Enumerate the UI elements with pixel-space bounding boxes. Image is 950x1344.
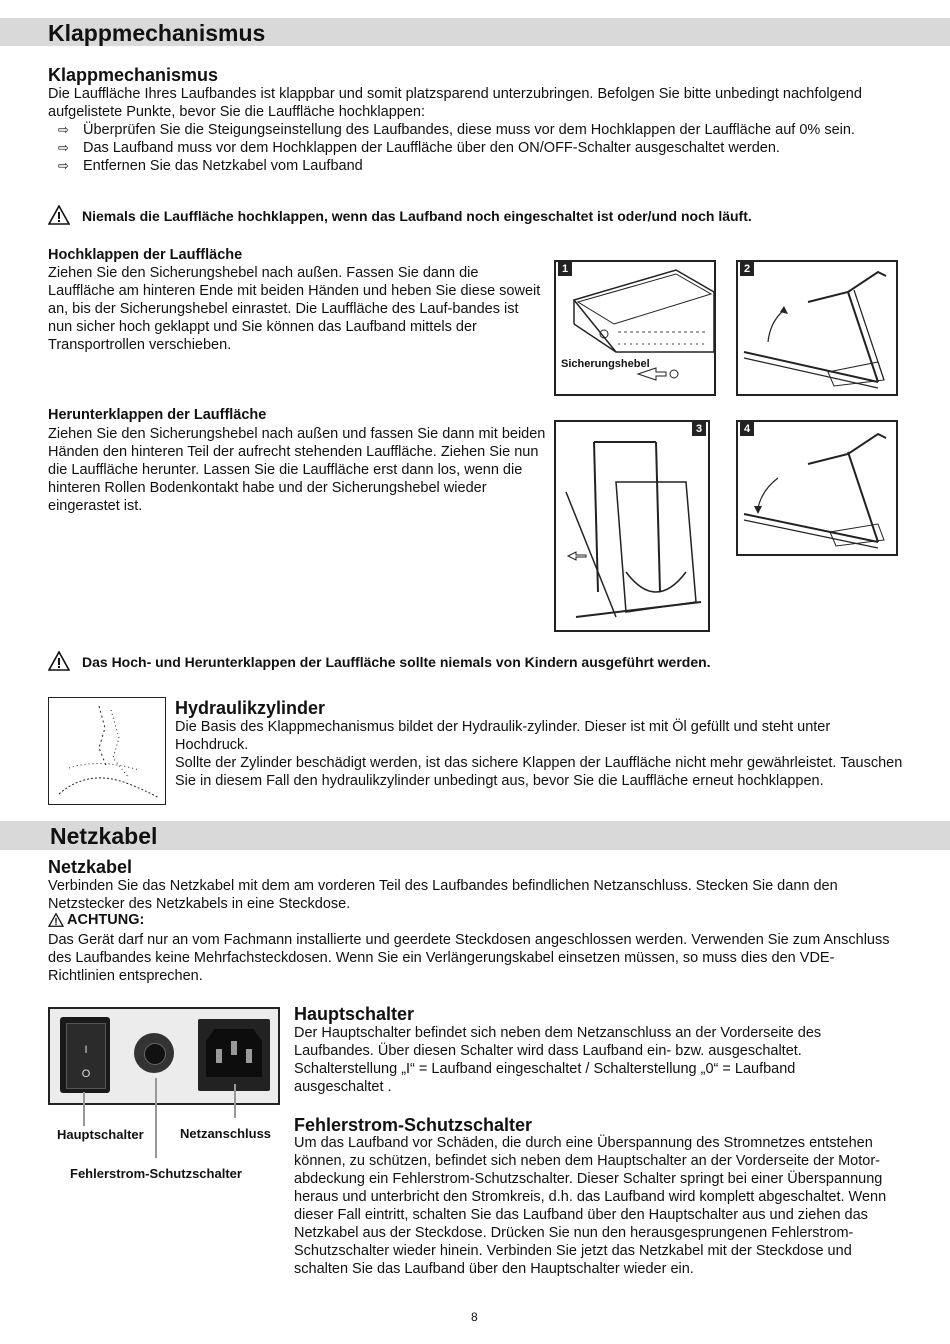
text-fehlerstrom: Um das Laufband vor Schäden, die durch eine Überspannung des Stromnetzes entstehen können, zu schützen, befindet sich neben dem Hauptschalter an der Vorderseite der Motor-abdeckung ein Fehlerstrom-Schutzschalter. Dieser Schalter springt bei einer Überspannung heraus und unterbricht den Stromkreis, d.h. das Laufband wird komplett abgeschaltet. Wenn dieser Fall eintritt, schalten Sie das Laufband über den Hauptschalter aus und ziehen das Netzkabel aus der Steckdose. Drücken Sie nun den herausgesprungenen Fehlerstrom-Schutzschalter wieder hinein. Verbinden Sie jetzt das Netzkabel mit der Steckdose und schalten Sie das Laufband über den Hauptschalter wieder ein. [294,1135,887,1277]
figure-3-upright [554,420,710,632]
switch-off-mark: O [81,1068,91,1080]
section-title: Klappmechanismus [48,20,266,46]
heading-fehlerstrom: Fehlerstrom-Schutzschalter [294,1115,533,1135]
heading-hydraulikzylinder: Hydraulikzylinder [175,698,326,718]
bullet-list [48,121,868,175]
hydraulic-cylinder-illustration [49,698,165,804]
arrow-bullet-icon: ⇨ [58,140,69,155]
heading-hauptschalter: Hauptschalter [294,1004,415,1024]
heading-hochklappen: Hochklappen der Lauffläche [48,247,243,263]
treadmill-upright-illustration [556,422,708,630]
warning-1: Niemals die Lauffläche hochklappen, wenn das Laufband noch eingeschaltet ist oder/und noch läuft. [48,205,908,225]
callout-line [155,1078,157,1158]
heading-netzkabel: Netzkabel [48,857,133,877]
switch-on-mark: I [84,1044,88,1056]
warning-triangle-icon [48,913,64,927]
section-band-klappmechanismus [0,18,950,46]
figure-1-fold-lever [554,260,716,396]
figure-number: 1 [558,262,572,276]
label-fehlerstrom: Fehlerstrom-Schutzschalter [70,1166,242,1181]
treadmill-lowering-illustration [738,422,896,554]
treadmill-deck-illustration [556,262,714,394]
treadmill-folding-illustration [738,262,896,394]
figure-number: 2 [740,262,754,276]
callout-line [83,1092,85,1126]
text-herunterklappen: Ziehen Sie den Sicherungshebel nach außen und fassen Sie dann mit beiden Händen den hinteren Teil der aufrecht stehenden Lauffläche. Ziehen Sie nun die Lauffläche herunter. Lassen Sie die Lauffläche erst dann los, wenn die hinteren Rollen Bodenkontakt habe und der Sicherungshebel wieder eingerastet ist. [48,426,546,514]
intro-text: Die Lauffläche Ihres Laufbandes ist klappbar und somit platzsparend unterzubringen. Befolgen Sie bitte unbedingt nachfolgend aufgelistete Punkte, bevor Sie die Lauffläche hochklappen: [48,86,862,120]
figure-number: 4 [740,422,754,436]
text-hydraulikzylinder: Die Basis des Klappmechanismus bildet der Hydraulik-zylinder. Dieser ist mit Öl gefüllt und steht unter Hochdruck. Sollte der Zylinder beschädigt werden, ist das sichere Klappen der Lauffläche nicht mehr gewährleistet. Tauschen Sie in diesem Fall den hydraulikzylinder unbedingt aus, bevor Sie die Lauffläche erneut hochklappen. [175,719,903,789]
label-netzanschluss: Netzanschluss [180,1126,272,1141]
arrow-bullet-icon: ⇨ [58,158,69,173]
heading-klappmechanismus: Klappmechanismus [48,65,219,85]
heading-herunterklappen: Herunterklappen der Lauffläche [48,407,267,423]
power-inlet [198,1019,270,1091]
section-band-netzkabel [0,821,950,850]
list-item: ⇨ Entfernen Sie das Netzkabel vom Laufband [58,158,363,174]
figure-number: 3 [692,422,706,436]
section-title: Netzkabel [50,823,158,849]
arrow-bullet-icon: ⇨ [58,122,69,137]
figure-hydraulic-cylinder [48,697,166,805]
warning-triangle-icon [48,651,70,671]
list-item: ⇨ Überprüfen Sie die Steigungseinstellung des Laufbandes, diese muss vor dem Hochklappen der Lauffläche auf 0% sein. [58,122,855,138]
main-switch [60,1017,110,1093]
figure-4-folding-down [736,420,898,556]
list-item: ⇨ Das Laufband muss vor dem Hochklappen der Lauffläche über den ON/OFF-Schalter ausgeschaltet werden. [58,140,780,156]
figure-2-folding-up [736,260,898,396]
text-hochklappen: Ziehen Sie den Sicherungshebel nach außen. Fassen Sie dann die Lauffläche am hinteren Ende mit beiden Händen und heben Sie diese soweit an, bis der Sicherungshebel einrastet. Die Lauffläche des Lauf-bandes ist nun sicher hoch geklappt und Sie können das Laufband mittels der Transportrollen verschieben. [48,265,541,353]
warning-2: Das Hoch- und Herunterklappen der Lauffläche sollte niemals von Kindern ausgeführt werden. [48,651,908,671]
figure-label-sicherungshebel: Sicherungshebel [561,358,650,370]
achtung-label: ACHTUNG: [48,912,144,928]
page-number: 8 [471,1310,478,1324]
figure-power-panel [48,1007,280,1105]
text-hauptschalter: Der Hauptschalter befindet sich neben dem Netzanschluss an der Vorderseite des Laufbandes. Über diesen Schalter wird dass Laufband ein- bzw. ausgeschaltet. Schalterstellung „I“ = Laufband eingeschaltet / Schalterstellung „0“ = Laufband ausgeschaltet . [294,1025,822,1095]
text-netzkabel-2: Das Gerät darf nur an vom Fachmann installierte und geerdete Steckdosen angeschlossen werden. Verwenden Sie zum Anschluss des Laufbandes keine Mehrfachsteckdosen. Wenn Sie ein Verlängerungskabel einsetzen müssen, so muss dies den VDE-Richtlinien entsprechen. [48,932,890,984]
circuit-breaker [134,1033,174,1073]
warning-triangle-icon [48,205,70,225]
callout-line [234,1084,236,1118]
label-hauptschalter: Hauptschalter [57,1127,144,1142]
text-netzkabel-1: Verbinden Sie das Netzkabel mit dem am vorderen Teil des Laufbandes befindlichen Netzanschluss. Stecken Sie dann den Netzstecker des Netzkabels in eine Steckdose. [48,878,838,912]
